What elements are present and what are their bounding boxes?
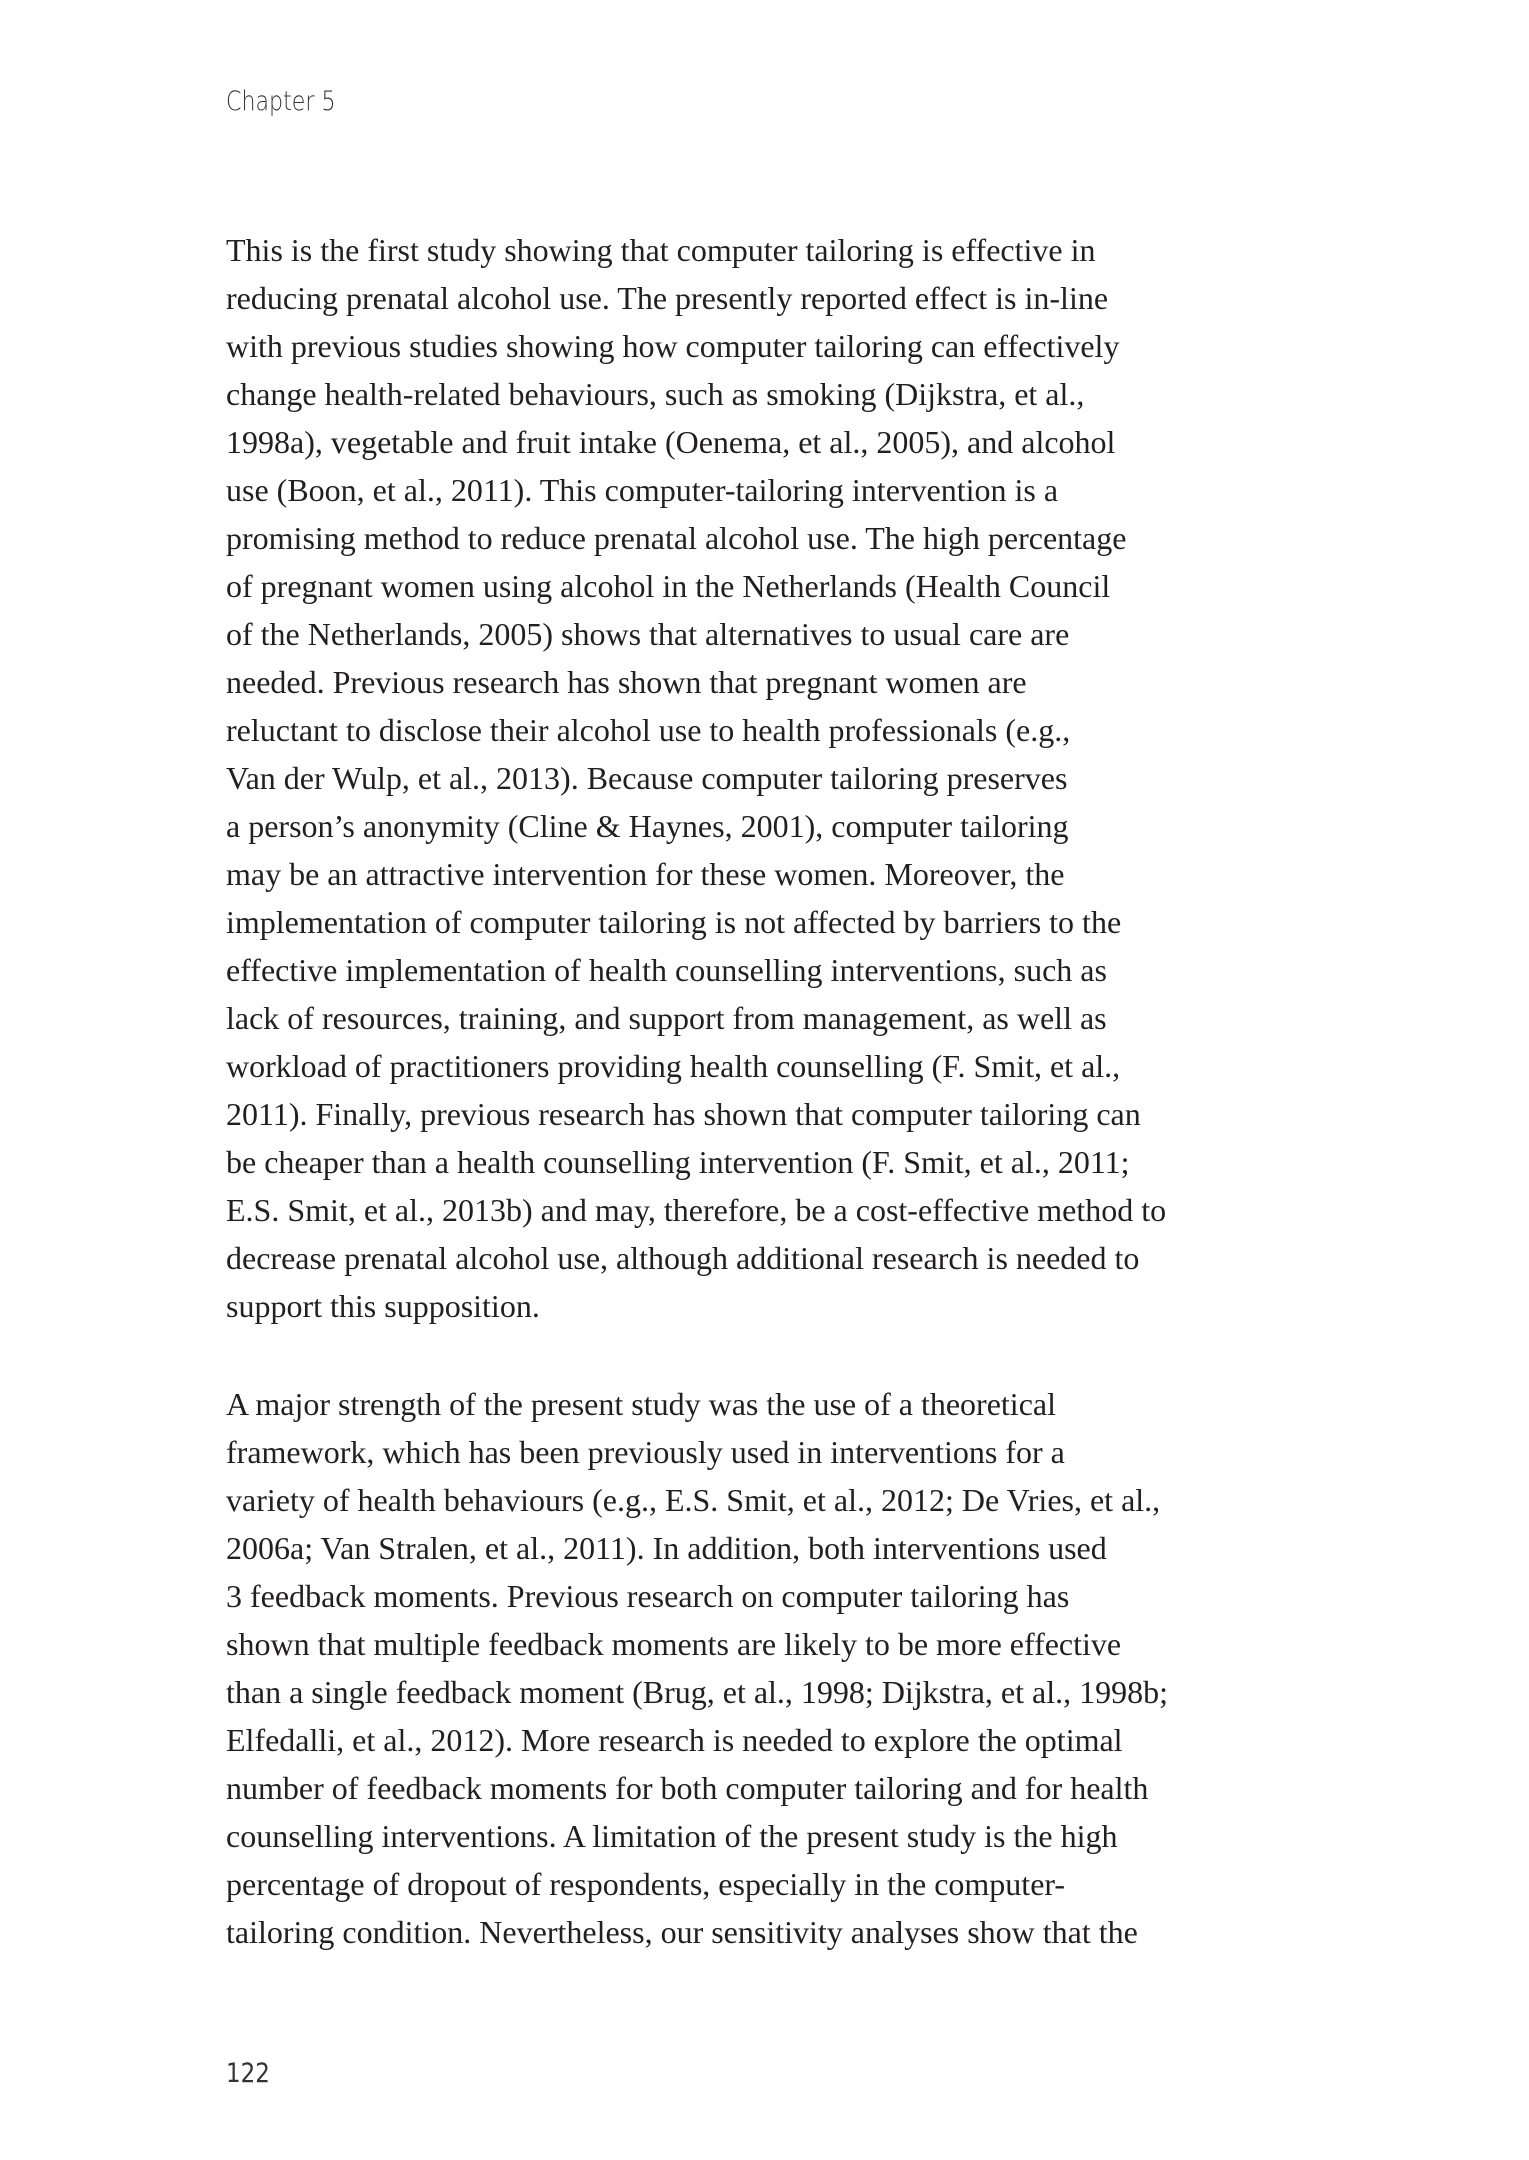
text-line: use (Boon, et al., 2011). This computer-tailoring intervention is a: [226, 472, 1059, 508]
text-line: Elfedalli, et al., 2012). More research is needed to explore the optimal: [226, 1722, 1123, 1758]
text-line: A major strength of the present study was the use of a theoretical: [226, 1386, 1056, 1422]
text-line: decrease prenatal alcohol use, although additional research is needed to: [226, 1240, 1140, 1276]
text-line: of pregnant women using alcohol in the Netherlands (Health Council: [226, 568, 1111, 604]
text-line: with previous studies showing how computer tailoring can effectively: [226, 328, 1120, 364]
page-number: 122: [226, 2058, 270, 2089]
text-line: 3 feedback moments. Previous research on computer tailoring has: [226, 1578, 1070, 1614]
text-line: counselling interventions. A limitation of the present study is the high: [226, 1818, 1118, 1854]
text-line: lack of resources, training, and support from management, as well as: [226, 1000, 1107, 1036]
text-line: E.S. Smit, et al., 2013b) and may, therefore, be a cost-effective method to: [226, 1192, 1167, 1228]
text-line: shown that multiple feedback moments are likely to be more effective: [226, 1626, 1122, 1662]
text-line: support this supposition.: [226, 1288, 540, 1324]
text-line: percentage of dropout of respondents, especially in the computer-: [226, 1866, 1066, 1902]
paragraph-1: [226, 226, 1316, 1330]
text-line: 2006a; Van Stralen, et al., 2011). In addition, both interventions used: [226, 1530, 1107, 1566]
text-line: needed. Previous research has shown that pregnant women are: [226, 664, 1027, 700]
text-line: promising method to reduce prenatal alcohol use. The high percentage: [226, 520, 1127, 556]
text-line: change health-related behaviours, such as smoking (Dijkstra, et al.,: [226, 376, 1085, 412]
text-line: effective implementation of health counselling interventions, such as: [226, 952, 1107, 988]
text-line: 2011). Finally, previous research has shown that computer tailoring can: [226, 1096, 1141, 1132]
text-line: variety of health behaviours (e.g., E.S. Smit, et al., 2012; De Vries, et al.,: [226, 1482, 1161, 1518]
text-line: framework, which has been previously used in interventions for a: [226, 1434, 1065, 1470]
text-line: number of feedback moments for both computer tailoring and for health: [226, 1770, 1149, 1806]
text-line: 1998a), vegetable and fruit intake (Oenema, et al., 2005), and alcohol: [226, 424, 1116, 460]
running-head: Chapter 5: [226, 86, 336, 117]
text-line: than a single feedback moment (Brug, et al., 1998; Dijkstra, et al., 1998b;: [226, 1674, 1168, 1710]
text-line: be cheaper than a health counselling intervention (F. Smit, et al., 2011;: [226, 1144, 1130, 1180]
text-line: workload of practitioners providing health counselling (F. Smit, et al.,: [226, 1048, 1121, 1084]
text-line: may be an attractive intervention for these women. Moreover, the: [226, 856, 1065, 892]
text-line: reducing prenatal alcohol use. The presently reported effect is in-line: [226, 280, 1109, 316]
text-line: implementation of computer tailoring is not affected by barriers to the: [226, 904, 1122, 940]
text-line: reluctant to disclose their alcohol use to health professionals (e.g.,: [226, 712, 1071, 748]
text-line: of the Netherlands, 2005) shows that alternatives to usual care are: [226, 616, 1070, 652]
text-line: tailoring condition. Nevertheless, our sensitivity analyses show that the: [226, 1914, 1138, 1950]
text-line: This is the first study showing that computer tailoring is effective in: [226, 232, 1096, 268]
text-line: Van der Wulp, et al., 2013). Because computer tailoring preserves: [226, 760, 1068, 796]
text-line: a person’s anonymity (Cline & Haynes, 2001), computer tailoring: [226, 808, 1069, 844]
paragraph-2: [226, 1380, 1316, 1956]
